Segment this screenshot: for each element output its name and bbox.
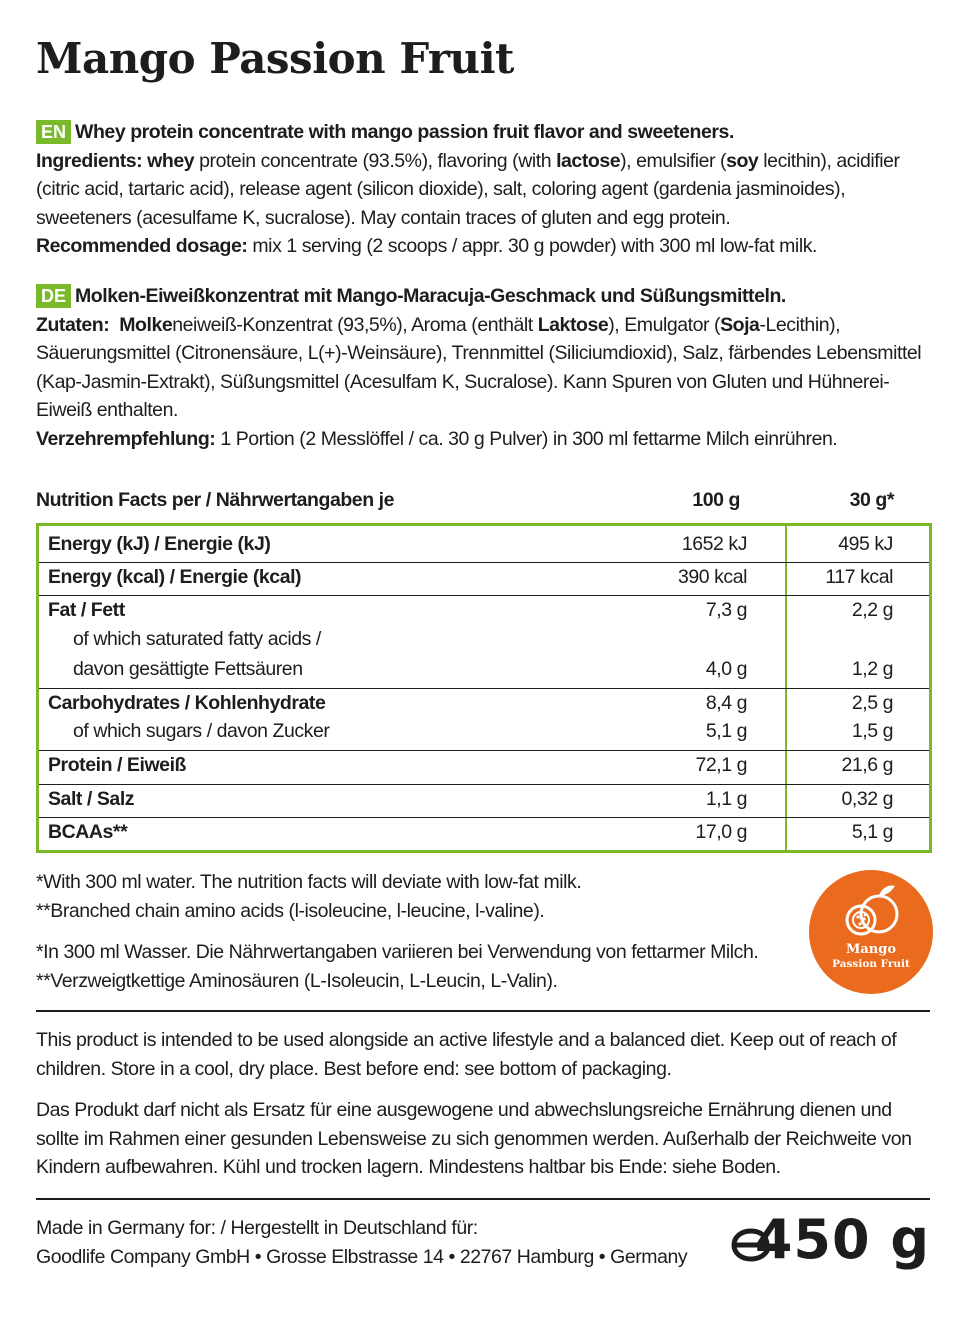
de-dosage-text: 1 Portion (2 Messlöffel / ca. 30 g Pulver) in 300 ml fettarme Milch einrühren. (215, 427, 838, 450)
row-value-30g: 117 kcal (825, 566, 893, 588)
en-badge: EN (36, 120, 71, 144)
english-section (36, 118, 936, 261)
table-row (39, 595, 929, 621)
manufacturer-info (36, 1214, 726, 1271)
row-value-100g: 7,3 g (705, 599, 747, 621)
footnote-water-en: *With 300 ml water. The nutrition facts will deviate with low-fat milk. (36, 871, 582, 893)
de-lead: Molken-Eiweißkonzentrat mit Mango-Maracuja-Geschmack und Süßungsmitteln. (75, 285, 786, 307)
row-value-100g: 17,0 g (695, 821, 747, 843)
row-label: Carbohydrates / Kohlenhydrate (48, 692, 326, 714)
row-value-100g: 72,1 g (695, 754, 747, 776)
notice-en: This product is intended to be used alongside an active lifestyle and a balanced diet. Keep out of reach of children. Store in a cool, dry place. Best before end: see bottom of packaging. (36, 1029, 897, 1080)
en-ing-text-2: ), emulsifier ( (620, 149, 727, 172)
footnote-bcaa-en: **Branched chain amino acids (l-isoleucine, l-leucine, l-valine). (36, 899, 545, 922)
en-ing-allergen-2: lactose (556, 149, 621, 172)
german-section (36, 282, 936, 453)
nutrition-table (36, 523, 932, 853)
en-dosage-label: Recommended dosage: (36, 235, 248, 257)
de-ingredients-label: Zutaten: (36, 313, 110, 336)
row-value-100g: 5,1 g (705, 720, 747, 742)
row-value-30g: 5,1 g (851, 821, 893, 843)
row-label: of which sugars / davon Zucker (73, 720, 330, 742)
flavor-badge-line1: Mango (845, 942, 897, 957)
de-ing-allergen-3: Soja (720, 313, 760, 336)
row-label: Energy (kJ) / Energie (kJ) (48, 533, 271, 555)
de-ing-allergen-2: Laktose (537, 313, 609, 336)
row-value-100g: 1652 kJ (681, 533, 747, 555)
row-value-30g: 2,2 g (851, 599, 893, 621)
table-row (39, 562, 929, 588)
footnote-water-de: *In 300 ml Wasser. Die Nährwertangaben variieren bei Verwendung von fettarmer Milch. (36, 941, 759, 963)
row-label: davon gesättigte Fettsäuren (73, 658, 303, 680)
row-label: of which saturated fatty acids / (73, 628, 321, 650)
footnote-bcaa-de: **Verzweigtkettige Aminosäuren (L-Isoleucin, L-Leucin, L-Valin). (36, 969, 558, 992)
table-row (39, 750, 929, 776)
de-ing-text-3: -Lecithin), Säuerungsmittel (Citronensäure, L(+)-Weinsäure), Trennmittel (Siliciumdioxid), Salz, färbendes Lebensmittel (Kap-Jasmin-Extrakt), Süßungsmittel (Acesulfam K, Sucralose). Kann Spuren von Gluten und Hühnerei-Eiweiß enthalten. (36, 313, 922, 421)
en-lead: Whey protein concentrate with mango passion fruit flavor and sweeteners. (75, 121, 734, 143)
en-ing-allergen-1: whey (147, 149, 195, 172)
row-value-100g: 8,4 g (705, 692, 747, 714)
footnotes-en (36, 868, 806, 925)
de-ing-allergen-1: Molke (119, 313, 173, 336)
row-label: BCAAs** (48, 821, 128, 843)
flavor-badge (809, 870, 933, 994)
en-ing-allergen-3: soy (726, 149, 759, 172)
footnotes-de (36, 938, 806, 995)
row-value-100g: 4,0 g (705, 658, 747, 680)
de-badge: DE (36, 284, 71, 308)
product-title: Mango Passion Fruit (36, 34, 514, 83)
row-value-30g: 0,32 g (841, 788, 893, 810)
row-label: Fat / Fett (48, 599, 125, 621)
table-row (39, 784, 929, 810)
row-value-100g: 390 kcal (677, 566, 747, 588)
en-ing-text-1: protein concentrate (93.5%), flavoring (with (194, 149, 557, 172)
row-value-30g: 495 kJ (838, 533, 893, 555)
manufacturer-address: Goodlife Company GmbH • Grosse Elbstrasse 14 • 22767 Hamburg • Germany (36, 1245, 688, 1268)
de-ing-text-2: ), Emulgator ( (608, 313, 721, 336)
de-dosage-label: Verzehrempfehlung: (36, 427, 216, 450)
row-value-30g: 21,6 g (841, 754, 893, 776)
en-ing-text-3: lecithin), acidifier (citric acid, tartaric acid), release agent (silicon dioxide), salt, coloring agent (gardenia jasminoides), sweeteners (acesulfame K, sucralose). May contain traces of gluten and egg protein. (36, 149, 900, 229)
row-label: Energy (kcal) / Energie (kcal) (48, 566, 302, 588)
divider-top (36, 1010, 930, 1012)
row-label: Salt / Salz (48, 788, 135, 810)
nutrition-header (36, 486, 936, 516)
en-dosage-text: mix 1 serving (2 scoops / appr. 30 g powder) with 300 ml low-fat milk. (247, 235, 817, 257)
row-value-100g: 1,1 g (705, 788, 747, 810)
table-row (39, 688, 929, 714)
row-value-30g: 2,5 g (851, 692, 893, 714)
row-label: Protein / Eiweiß (48, 754, 186, 776)
en-ingredients-label: Ingredients: (36, 149, 143, 172)
notice-de: Das Produkt darf nicht als Ersatz für eine ausgewogene und abwechslungsreiche Ernährung dienen und sollte im Rahmen einer gesunden Lebensweise zu sich genommen werden. Außerhalb der Reichweite von Kindern aufbewahren. Kühl und trocken lagern. Mindestens haltbar bis Ende: siehe Boden. (36, 1099, 912, 1178)
flavor-badge-line2: Passion Fruit (832, 958, 910, 970)
row-value-30g: 1,5 g (851, 720, 893, 742)
table-row (39, 817, 929, 843)
row-value-30g: 1,2 g (851, 658, 893, 680)
passion-fruit-icon (809, 870, 933, 994)
divider-bottom (36, 1198, 930, 1200)
de-ing-text-1: neiweiß-Konzentrat (93,5%), Aroma (enthält (172, 313, 538, 336)
nutrition-header-label: Nutrition Facts per / Nährwertangaben je (36, 489, 394, 511)
made-in-label: Made in Germany for: / Hergestellt in Deutschland für: (36, 1217, 478, 1239)
net-weight: 450 g (754, 1208, 930, 1271)
nutrition-col-30g: 30 g* (849, 489, 894, 511)
nutrition-col-100g: 100 g (692, 489, 740, 511)
